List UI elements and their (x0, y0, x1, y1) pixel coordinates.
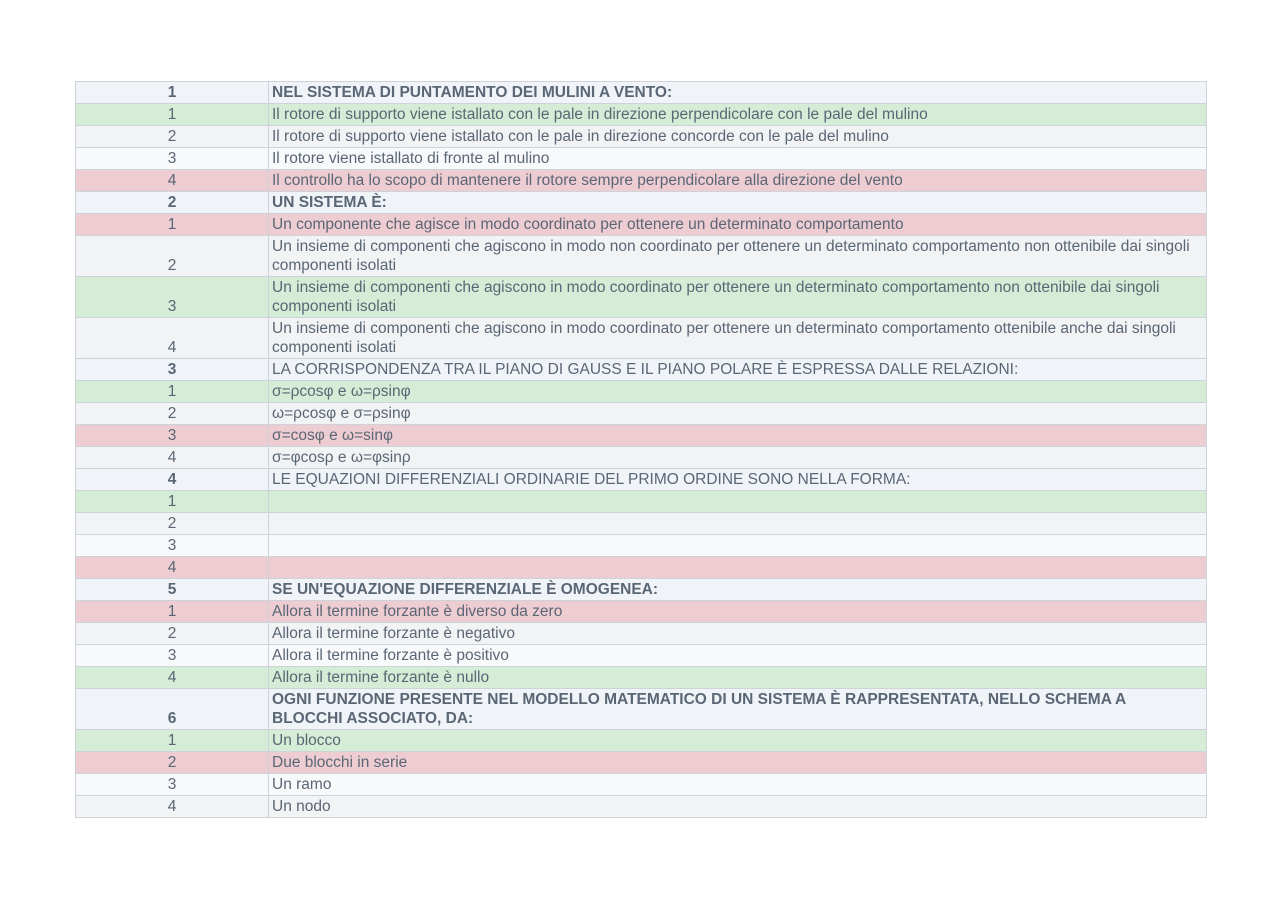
answer-row (76, 126, 1206, 148)
answer-number: 1 (76, 730, 269, 751)
answer-number: 4 (76, 170, 269, 191)
answer-row (76, 730, 1206, 752)
answer-row (76, 277, 1206, 318)
answer-text (269, 557, 1206, 578)
question-text: SE UN'EQUAZIONE DIFFERENZIALE È OMOGENEA: (272, 581, 659, 598)
answer-text: ω=ρcosφ e σ=ρsinφ (272, 405, 411, 422)
answer-text: Un ramo (272, 776, 332, 793)
question-number: 3 (76, 359, 269, 380)
answer-text: Il controllo ha lo scopo di mantenere il rotore sempre perpendicolare alla direzione del vento (272, 172, 903, 189)
answer-number: 1 (76, 214, 269, 235)
answer-text: Un insieme di componenti che agiscono in modo coordinato per ottenere un determinato comportamento ottenibile anche dai singoli componenti isolati (272, 320, 1176, 356)
answer-row (76, 774, 1206, 796)
question-number: 1 (76, 82, 269, 103)
answer-number: 1 (76, 601, 269, 622)
answer-text: Allora il termine forzante è positivo (272, 647, 509, 664)
answer-text: Un insieme di componenti che agiscono in modo non coordinato per ottenere un determinato comportamento non ottenibile dai singoli componenti isolati (272, 238, 1190, 274)
question-row (76, 469, 1206, 491)
answer-row (76, 148, 1206, 170)
question-row (76, 82, 1206, 104)
answer-text: Il rotore viene istallato di fronte al mulino (272, 150, 550, 167)
answer-number: 2 (76, 513, 269, 534)
answer-row (76, 425, 1206, 447)
answer-row (76, 381, 1206, 403)
answer-row (76, 491, 1206, 513)
question-text: NEL SISTEMA DI PUNTAMENTO DEI MULINI A VENTO: (272, 84, 673, 101)
answer-text: σ=ρcosφ e ω=ρsinφ (272, 383, 411, 400)
question-text: OGNI FUNZIONE PRESENTE NEL MODELLO MATEMATICO DI UN SISTEMA È RAPPRESENTATA, NELLO SCHEMA A BLOCCHI ASSOCIATO, DA: (272, 691, 1126, 727)
answer-text: Allora il termine forzante è negativo (272, 625, 515, 642)
answer-text: Un componente che agisce in modo coordinato per ottenere un determinato comportamento (272, 216, 904, 233)
answer-number: 3 (76, 645, 269, 666)
answer-row (76, 104, 1206, 126)
question-text: LA CORRISPONDENZA TRA IL PIANO DI GAUSS E IL PIANO POLARE È ESPRESSA DALLE RELAZIONI: (272, 361, 1019, 378)
answer-text: Allora il termine forzante è nullo (272, 669, 490, 686)
answer-number: 2 (76, 236, 269, 276)
answer-number: 4 (76, 447, 269, 468)
answer-text: Un blocco (272, 732, 341, 749)
answer-text: Due blocchi in serie (272, 754, 408, 771)
answer-text: Un nodo (272, 798, 331, 815)
answer-row (76, 403, 1206, 425)
answer-row (76, 752, 1206, 774)
quiz-table (75, 81, 1207, 818)
question-row (76, 579, 1206, 601)
answer-number: 3 (76, 535, 269, 556)
answer-text: σ=φcosρ e ω=φsinρ (272, 449, 411, 466)
question-row (76, 689, 1206, 730)
answer-row (76, 535, 1206, 557)
answer-number: 4 (76, 318, 269, 358)
answer-row (76, 601, 1206, 623)
answer-number: 3 (76, 148, 269, 169)
question-row (76, 359, 1206, 381)
answer-row (76, 447, 1206, 469)
answer-number: 4 (76, 557, 269, 578)
answer-number: 4 (76, 667, 269, 688)
answer-number: 1 (76, 491, 269, 512)
answer-number: 3 (76, 425, 269, 446)
answer-number: 3 (76, 277, 269, 317)
answer-number: 4 (76, 796, 269, 817)
answer-text (269, 513, 1206, 534)
answer-row (76, 557, 1206, 579)
answer-text: Il rotore di supporto viene istallato con le pale in direzione concorde con le pale del mulino (272, 128, 889, 145)
answer-number: 2 (76, 752, 269, 773)
answer-number: 2 (76, 403, 269, 424)
answer-row (76, 318, 1206, 359)
answer-number: 2 (76, 126, 269, 147)
answer-row (76, 236, 1206, 277)
answer-text (269, 535, 1206, 556)
answer-row (76, 796, 1206, 818)
answer-text: σ=cosφ e ω=sinφ (272, 427, 394, 444)
question-text: LE EQUAZIONI DIFFERENZIALI ORDINARIE DEL PRIMO ORDINE SONO NELLA FORMA: (272, 471, 911, 488)
answer-row (76, 623, 1206, 645)
question-row (76, 192, 1206, 214)
answer-row (76, 170, 1206, 192)
answer-number: 1 (76, 104, 269, 125)
question-number: 2 (76, 192, 269, 213)
answer-number: 3 (76, 774, 269, 795)
answer-number: 1 (76, 381, 269, 402)
answer-row (76, 645, 1206, 667)
answer-text: Allora il termine forzante è diverso da zero (272, 603, 563, 620)
answer-row (76, 667, 1206, 689)
answer-text (269, 491, 1206, 512)
question-number: 4 (76, 469, 269, 490)
answer-number: 2 (76, 623, 269, 644)
question-text: UN SISTEMA È: (272, 194, 387, 211)
answer-row (76, 513, 1206, 535)
answer-text: Il rotore di supporto viene istallato con le pale in direzione perpendicolare con le pale del mulino (272, 106, 928, 123)
question-number: 6 (76, 689, 269, 729)
question-number: 5 (76, 579, 269, 600)
answer-text: Un insieme di componenti che agiscono in modo coordinato per ottenere un determinato comportamento non ottenibile dai singoli componenti isolati (272, 279, 1160, 315)
answer-row (76, 214, 1206, 236)
